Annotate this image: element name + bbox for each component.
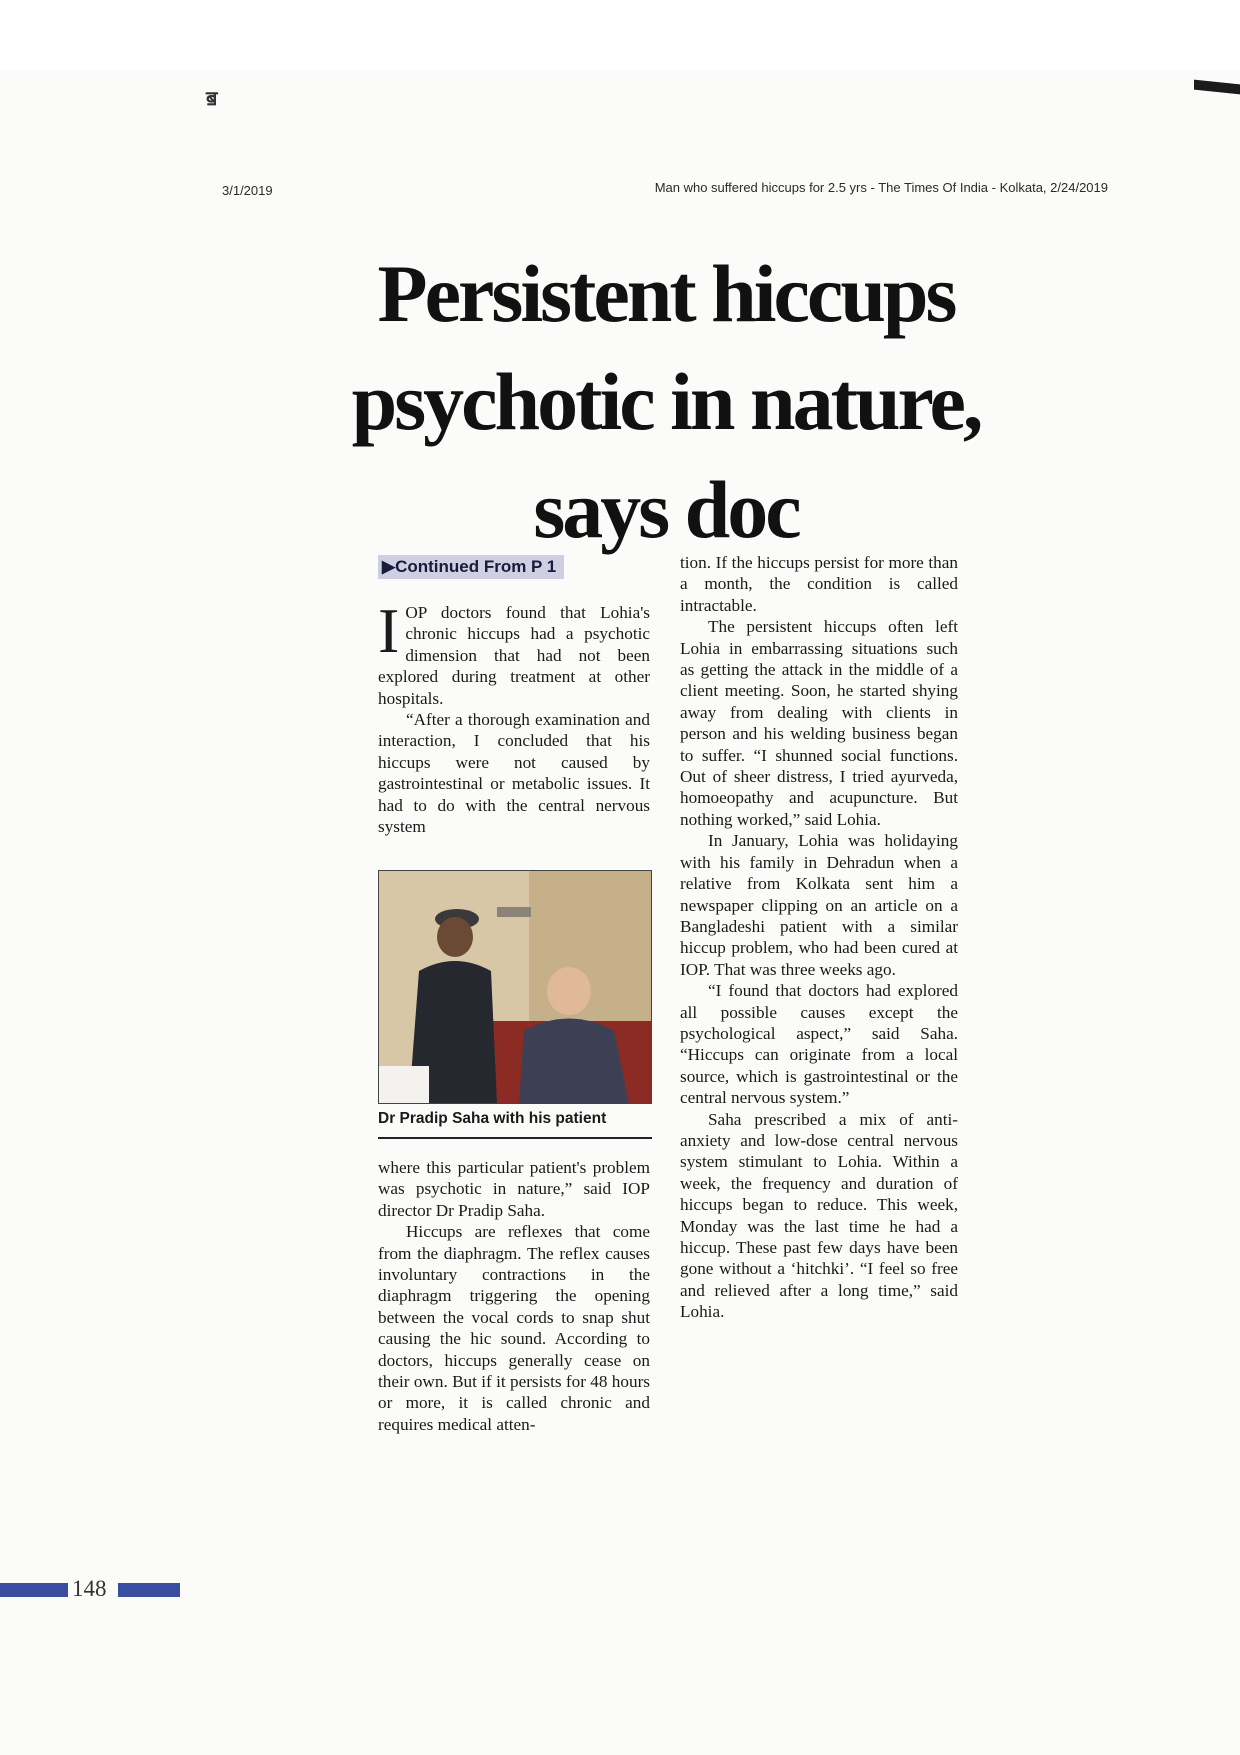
- scan-top-glyph: ॿ: [206, 86, 218, 110]
- photo-illustration: [379, 871, 651, 1103]
- article-paragraph: [378, 595, 650, 709]
- page-number: 148: [72, 1576, 107, 1601]
- article-paragraph: Saha prescribed a mix of anti-anxiety and low-dose central nervous system stimulant to Lohia. Within a week, the frequency and duration of hiccups began to reduce. This week, Monday was the last time he had a hiccup. These past few days have been gone without a ‘hitchki’. “I feel so free and relieved after a long time,” said Lohia.: [680, 1109, 958, 1322]
- article-paragraph: “After a thorough examination and interaction, I concluded that his hiccups were not caused by gastrointestinal or metabolic issues. It had to do with the central nervous system: [378, 710, 650, 837]
- article-paragraph: In January, Lohia was holidaying with his family in Dehradun when a relative from Kolkata sent him a newspaper clipping on an article on a Bangladeshi patient with a similar hiccup problem, who had been cured at IOP. That was three weeks ago.: [680, 831, 958, 979]
- paragraph-text: OP doctors found that Lohia's chronic hiccups had a psychotic dimension that had not been explored during treatment at other hospitals.: [378, 603, 650, 708]
- source-line: Man who suffered hiccups for 2.5 yrs - The Times Of India - Kolkata, 2/24/2019: [654, 180, 1108, 195]
- article-paragraph: tion. If the hiccups persist for more than a month, the condition is called intractable.: [680, 553, 958, 615]
- article-column-1-bottom: [378, 1157, 650, 1435]
- scan-margin-top: [0, 0, 1240, 70]
- article-paragraph: Hiccups are reflexes that come from the diaphragm. The reflex causes involuntary contractions in the diaphragm triggering the opening between the vocal cords to snap shut causing the hic sound. According to doctors, hiccups generally cease on their own. But if it persists for 48 hours or more, it is called chronic and requires medical atten-: [378, 1222, 650, 1434]
- article-paragraph: where this particular patient's problem was psychotic in nature,” said IOP director Dr Pradip Saha.: [378, 1158, 650, 1220]
- article-paragraph: The persistent hiccups often left Lohia in embarrassing situations such as getting the attack in the middle of a client meeting. Soon, he started shying away from dealing with clients in person and his welding business began to suffer. “I shunned social functions. Out of sheer distress, I tried ayurveda, homoeopathy and acupuncture. But nothing worked,” said Lohia.: [680, 617, 958, 829]
- article-column-2: [680, 552, 958, 1323]
- drop-cap: I: [378, 595, 400, 666]
- article-photo: [378, 870, 652, 1104]
- page-bar-right: [118, 1583, 180, 1597]
- caption-divider: [378, 1137, 652, 1139]
- photo-caption: Dr Pradip Saha with his patient: [378, 1110, 607, 1127]
- article-column-1-top: [378, 595, 650, 837]
- page-bar-left: [0, 1583, 68, 1597]
- headline: Persistent hiccups psychotic in nature, says doc: [351, 248, 981, 555]
- print-date: 3/1/2019: [222, 183, 273, 198]
- scan-corner-mark: [1194, 80, 1240, 95]
- article-paragraph: “I found that doctors had explored all possible causes except the psychological aspect,” said Saha. “Hiccups can originate from a local source, which is gastrointestinal or the central nervous system.”: [680, 981, 958, 1108]
- continued-label: ▶Continued From P 1: [378, 555, 564, 579]
